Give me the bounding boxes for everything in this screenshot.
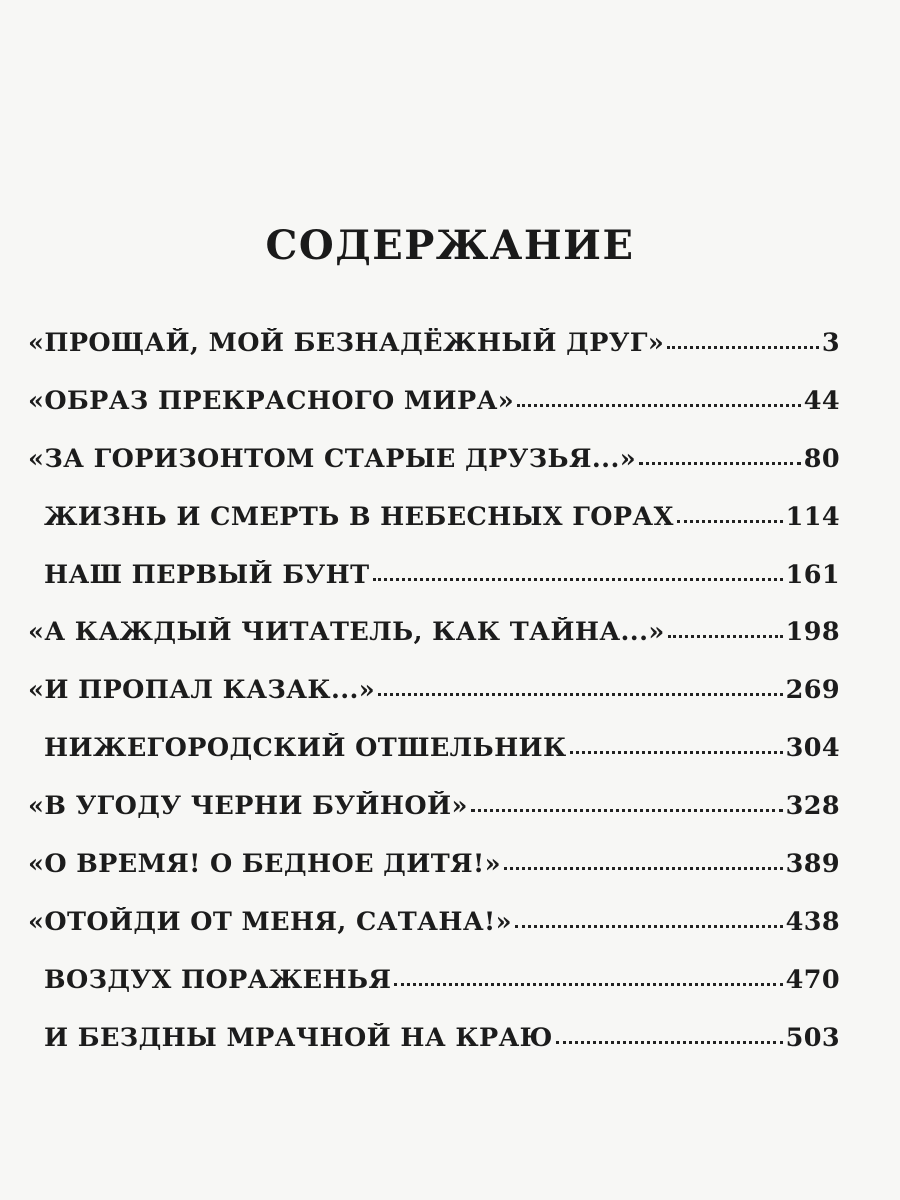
toc-entry-title: «ЗА ГОРИЗОНТОМ СТАРЫЕ ДРУЗЬЯ...»	[28, 443, 637, 474]
toc-entry	[28, 444, 840, 502]
toc-entry-title: И БЕЗДНЫ МРАЧНОЙ НА КРАЮ	[44, 1022, 553, 1053]
toc-entry	[28, 1023, 840, 1081]
toc-entry-title: «В УГОДУ ЧЕРНИ БУЙНОЙ»	[28, 791, 468, 822]
toc-entry-title: «ОБРАЗ ПРЕКРАСНОГО МИРА»	[28, 385, 515, 416]
toc-entry	[28, 386, 840, 444]
dot-leader	[504, 867, 783, 870]
toc-entry-title: «А КАЖДЫЙ ЧИТАТЕЛЬ, КАК ТАЙНА...»	[28, 617, 665, 648]
dot-leader	[639, 462, 801, 465]
toc-entry-page: 198	[785, 617, 840, 648]
table-of-contents	[28, 328, 840, 1081]
toc-entry	[28, 617, 840, 675]
toc-entry-title: НИЖЕГОРОДСКИЙ ОТШЕЛЬНИК	[44, 733, 567, 764]
dot-leader	[667, 346, 819, 349]
toc-entry	[28, 849, 840, 907]
toc-entry-title: «ПРОЩАЙ, МОЙ БЕЗНАДЁЖНЫЙ ДРУГ»	[28, 328, 665, 358]
toc-entry-page: 80	[803, 443, 840, 474]
toc-entry-title: «ОТОЙДИ ОТ МЕНЯ, САТАНА!»	[28, 906, 512, 937]
dot-leader	[556, 1041, 783, 1044]
toc-entry	[28, 560, 840, 618]
toc-entry-page: 269	[785, 675, 840, 706]
toc-entry-page: 3	[821, 328, 840, 358]
dot-leader	[517, 404, 801, 407]
toc-entry	[28, 328, 840, 386]
toc-entry-page: 470	[785, 964, 840, 995]
dot-leader	[515, 925, 783, 928]
dot-leader	[570, 751, 783, 754]
toc-entry-page: 44	[803, 385, 840, 416]
toc-entry	[28, 965, 840, 1023]
toc-entry	[28, 675, 840, 733]
toc-entry-page: 114	[785, 501, 840, 532]
dot-leader	[668, 635, 783, 638]
toc-entry-title: ЖИЗНЬ И СМЕРТЬ В НЕБЕСНЫХ ГОРАХ	[44, 501, 674, 532]
toc-entry-title: «И ПРОПАЛ КАЗАК...»	[28, 675, 376, 706]
toc-entry	[28, 733, 840, 791]
toc-entry	[28, 791, 840, 849]
toc-entry-title: ВОЗДУХ ПОРАЖЕНЬЯ	[44, 964, 392, 995]
dot-leader	[373, 578, 783, 581]
dot-leader	[394, 983, 782, 986]
toc-entry-title: НАШ ПЕРВЫЙ БУНТ	[44, 559, 370, 590]
toc-entry-page: 161	[785, 559, 840, 590]
dot-leader	[677, 520, 783, 523]
toc-entry-page: 389	[785, 849, 840, 880]
toc-entry-page: 304	[785, 733, 840, 764]
toc-entry-page: 438	[785, 906, 840, 937]
toc-entry	[28, 907, 840, 965]
toc-entry-page: 503	[785, 1022, 840, 1053]
toc-entry-title: «О ВРЕМЯ! О БЕДНОЕ ДИТЯ!»	[28, 849, 501, 880]
page-title: СОДЕРЖАНИЕ	[265, 222, 635, 269]
toc-entry	[28, 502, 840, 560]
dot-leader	[471, 809, 783, 812]
toc-entry-page: 328	[785, 791, 840, 822]
dot-leader	[378, 693, 782, 696]
